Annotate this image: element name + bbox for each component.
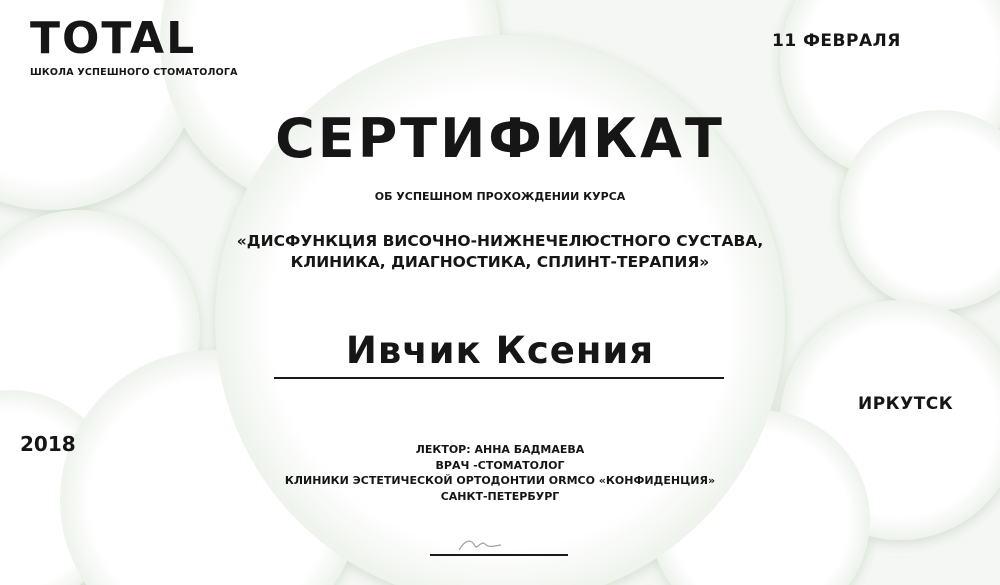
brand-logo: TOTAL — [30, 13, 197, 64]
course-name — [0, 231, 1000, 273]
event-city: ИРКУТСК — [858, 394, 954, 414]
lecturer-profession: ВРАЧ -СТОМАТОЛОГ — [435, 458, 565, 472]
certificate-subtitle: ОБ УСПЕШНОМ ПРОХОЖДЕНИИ КУРСА — [374, 190, 626, 203]
signature-mark — [455, 532, 505, 556]
signature-line — [430, 554, 568, 556]
event-year: 2018 — [20, 432, 76, 456]
brand-tagline: ШКОЛА УСПЕШНОГО СТОМАТОЛОГА — [30, 67, 238, 78]
lecturer-clinic: КЛИНИКИ ЭСТЕТИЧЕСКОЙ ОРТОДОНТИИ ORMCO «КОНФИДЕНЦИЯ» — [284, 474, 716, 487]
course-line-1: «ДИСФУНКЦИЯ ВИСОЧНО-НИЖНЕЧЕЛЮСТНОГО СУСТАВА, — [236, 232, 764, 250]
lecturer-info — [0, 442, 1000, 504]
recipient-name: Ивчик Ксения — [345, 329, 655, 372]
certificate-title: СЕРТИФИКАТ — [275, 107, 725, 170]
recipient-underline — [274, 377, 724, 379]
event-date: 11 ФЕВРАЛЯ — [772, 31, 901, 51]
lecturer-name: ЛЕКТОР: АННА БАДМАЕВА — [415, 443, 585, 456]
lecturer-city: САНКТ-ПЕТЕРБУРГ — [440, 489, 560, 503]
course-line-2: КЛИНИКА, ДИАГНОСТИКА, СПЛИНТ-ТЕРАПИЯ» — [290, 253, 710, 271]
